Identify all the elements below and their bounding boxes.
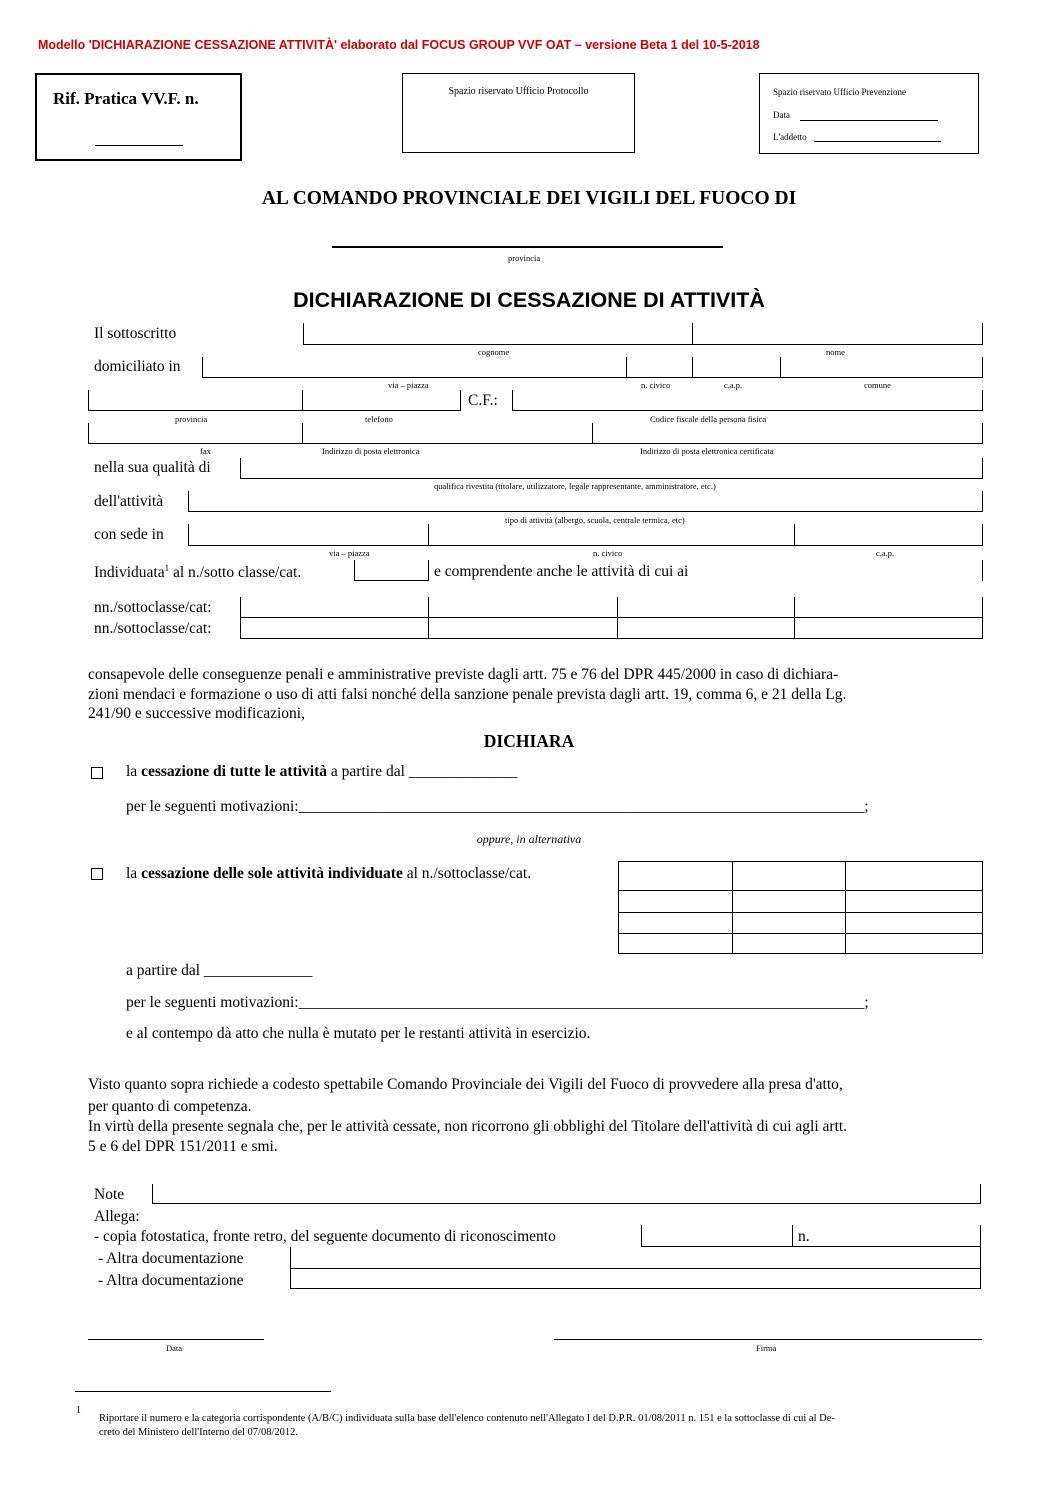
visto-line-3: In virtù della presente segnala che, per le attività cessate, non ricorrono gli obblighi del Titolare dell'attività di cui agli artt. bbox=[88, 1118, 848, 1135]
model-line: Modello 'DICHIARAZIONE CESSAZIONE ATTIVITÀ' elaborato dal FOCUS GROUP VVF OAT – versione Beta 1 del 10-5-2018 bbox=[38, 38, 760, 52]
note-field[interactable] bbox=[152, 1203, 980, 1204]
prevenzione-addetto-field[interactable] bbox=[814, 141, 941, 142]
nn-label-2: nn./sottoclasse/cat: bbox=[94, 620, 212, 637]
pec-field[interactable] bbox=[592, 443, 982, 444]
nn-label-1: nn./sottoclasse/cat: bbox=[94, 599, 212, 616]
form-title: DICHIARAZIONE DI CESSAZIONE DI ATTIVITÀ bbox=[293, 288, 765, 312]
dichiara-heading: DICHIARA bbox=[483, 731, 575, 751]
option2-contempo: e al contempo dà atto che nulla è mutato per le restanti attività in esercizio. bbox=[126, 1025, 591, 1042]
visto-line-2: per quanto di competenza. bbox=[88, 1098, 252, 1115]
comune-field[interactable] bbox=[780, 377, 982, 378]
consapevole-line-3: 241/90 e successive modificazioni, bbox=[88, 705, 305, 722]
sede-cap-label: c.a.p. bbox=[876, 548, 895, 558]
provincia-label: provincia bbox=[508, 253, 541, 263]
sede-civico-label: n. civico bbox=[593, 548, 623, 558]
nn-cell-4[interactable] bbox=[794, 597, 795, 639]
comprendente-label: e comprendente anche le attività di cui ai bbox=[434, 563, 689, 580]
pec-label: Indirizzo di posta elettronica certificata bbox=[640, 446, 774, 456]
prevenzione-addetto-label: L'addetto bbox=[773, 132, 807, 142]
sede-cap-field[interactable] bbox=[794, 545, 982, 546]
civico-label: n. civico bbox=[641, 380, 671, 390]
nome-field[interactable] bbox=[692, 344, 982, 345]
firma-label: Firma bbox=[756, 1343, 777, 1353]
option1-text: la cessazione di tutte le attività a partire dal ______________ bbox=[126, 763, 518, 780]
via-field[interactable] bbox=[202, 377, 626, 378]
option2-motivazioni[interactable]: per le seguenti motivazioni:_________________________________________________________________________; bbox=[126, 994, 869, 1011]
altra-doc-label-1: - Altra documentazione bbox=[98, 1250, 244, 1267]
documento-numero-field[interactable] bbox=[792, 1246, 980, 1247]
documento-field[interactable] bbox=[641, 1246, 792, 1247]
rif-pratica-number-field[interactable] bbox=[95, 145, 183, 146]
qualifica-hint: qualifica rivestita (titolare, utilizzatore, legale rappresentante, amministratore, etc.) bbox=[434, 481, 716, 491]
footnote-ref[interactable]: 1 bbox=[164, 563, 170, 573]
sede-via-label: via – piazza bbox=[329, 548, 370, 558]
via-label: via – piazza bbox=[388, 380, 429, 390]
nome-label: nome bbox=[826, 347, 845, 357]
prevenzione-data-label: Data bbox=[773, 110, 790, 120]
provincia-field[interactable] bbox=[332, 246, 723, 248]
civico-field[interactable] bbox=[626, 377, 692, 378]
cap-field[interactable] bbox=[692, 377, 780, 378]
tipo-attivita-hint: tipo di attività (albergo, scuola, centrale termica, etc) bbox=[505, 515, 685, 525]
telefono-field[interactable] bbox=[302, 410, 460, 411]
sede-via-field[interactable] bbox=[188, 545, 428, 546]
telefono-label: telefono bbox=[365, 414, 393, 424]
domiciliato-label: domiciliato in bbox=[94, 358, 181, 375]
option2-checkbox[interactable] bbox=[91, 868, 103, 880]
fax-field[interactable] bbox=[88, 443, 302, 444]
note-label: Note bbox=[94, 1186, 125, 1203]
data-label: Data bbox=[166, 1343, 183, 1353]
attivita-field[interactable] bbox=[188, 511, 982, 512]
codice-fiscale-label: Codice fiscale della persona fisica bbox=[650, 414, 767, 424]
prevenzione-data-field[interactable] bbox=[800, 120, 938, 121]
option2-a-partire[interactable]: a partire dal ______________ bbox=[126, 962, 313, 979]
altra-doc-field-2[interactable] bbox=[290, 1288, 980, 1289]
prevenzione-label: Spazio riservato Ufficio Prevenzione bbox=[773, 87, 907, 97]
copia-label: - copia fotostatica, fronte retro, del seguente documento di riconoscimento bbox=[94, 1228, 556, 1245]
numero-label: n. bbox=[798, 1228, 810, 1245]
footnote-line-1: Riportare il numero e la categoria corrispondente (A/B/C) individuata sulla base dell'elenco contenuto nell'Allegato I del D.P.R. 01/08/2011 n. 151 e la sottoclasse di cui al De- bbox=[99, 1413, 835, 1424]
email-field[interactable] bbox=[302, 443, 592, 444]
option2-text: la cessazione delle sole attività individuate al n./sottoclasse/cat. bbox=[126, 865, 532, 882]
sede-label: con sede in bbox=[94, 526, 164, 543]
email-label: Indirizzo di posta elettronica bbox=[322, 446, 420, 456]
cap-label: c.a.p. bbox=[724, 380, 743, 390]
qualita-label: nella sua qualità di bbox=[94, 459, 211, 476]
classe-field[interactable] bbox=[354, 580, 428, 581]
footnote-separator bbox=[75, 1391, 331, 1392]
visto-line-4: 5 e 6 del DPR 151/2011 e smi. bbox=[88, 1138, 278, 1155]
cognome-field[interactable] bbox=[303, 344, 692, 345]
protocollo-box bbox=[402, 73, 635, 153]
rif-pratica-box bbox=[35, 73, 242, 161]
fax-label: fax bbox=[200, 446, 211, 456]
visto-line-1: Visto quanto sopra richiede a codesto spettabile Comando Provinciale dei Vigili del Fuoco di provvedere alla presa d'atto, bbox=[88, 1076, 843, 1093]
consapevole-line-1: consapevole delle conseguenze penali e amministrative previste dagli artt. 75 e 76 del DPR 445/2000 in caso di dichiara- bbox=[88, 666, 839, 683]
altra-doc-label-2: - Altra documentazione bbox=[98, 1272, 244, 1289]
cf-field[interactable] bbox=[512, 410, 982, 411]
individuata-label: Individuata$^1$ al n./sotto classe/cat. bbox=[94, 563, 302, 582]
attivita-label: dell'attività bbox=[94, 493, 164, 510]
altra-doc-field-1[interactable] bbox=[290, 1268, 980, 1269]
sede-civico-field[interactable] bbox=[428, 545, 794, 546]
option2-grid bbox=[618, 861, 983, 954]
footnote-mark: 1 bbox=[76, 1405, 81, 1416]
nn-cell-3[interactable] bbox=[617, 597, 618, 639]
nn-cell-2[interactable] bbox=[428, 597, 429, 639]
data-field[interactable] bbox=[88, 1339, 264, 1340]
provincia-res-field[interactable] bbox=[88, 410, 302, 411]
footnote-line-2: creto del Ministero dell'Interno del 07/08/2012. bbox=[99, 1427, 299, 1438]
rif-pratica-label: Rif. Pratica VV.F. n. bbox=[53, 89, 199, 108]
firma-field[interactable] bbox=[554, 1339, 982, 1340]
cognome-label: cognome bbox=[478, 347, 510, 357]
nn-cell-1[interactable] bbox=[240, 597, 241, 639]
cf-label: C.F.: bbox=[468, 392, 498, 409]
qualita-field[interactable] bbox=[240, 478, 982, 479]
option1-checkbox[interactable] bbox=[91, 767, 103, 779]
comune-label: comune bbox=[864, 380, 891, 390]
prevenzione-box bbox=[759, 73, 979, 154]
option1-motivazioni[interactable]: per le seguenti motivazioni:_________________________________________________________________________; bbox=[126, 798, 869, 815]
protocollo-label: Spazio riservato Ufficio Protocollo bbox=[448, 86, 589, 97]
provincia-res-label: provincia bbox=[175, 414, 208, 424]
oppure-label: oppure, in alternativa bbox=[476, 832, 582, 846]
allega-label: Allega: bbox=[94, 1208, 140, 1225]
consapevole-line-2: zioni mendaci e formazione o uso di atti falsi nonché della sanzione penale prevista dagli artt. 19, comma 6, e 21 della Lg. bbox=[88, 686, 847, 703]
sottoscritto-label: Il sottoscritto bbox=[94, 325, 177, 342]
comando-title: AL COMANDO PROVINCIALE DEI VIGILI DEL FUOCO DI bbox=[261, 188, 797, 209]
